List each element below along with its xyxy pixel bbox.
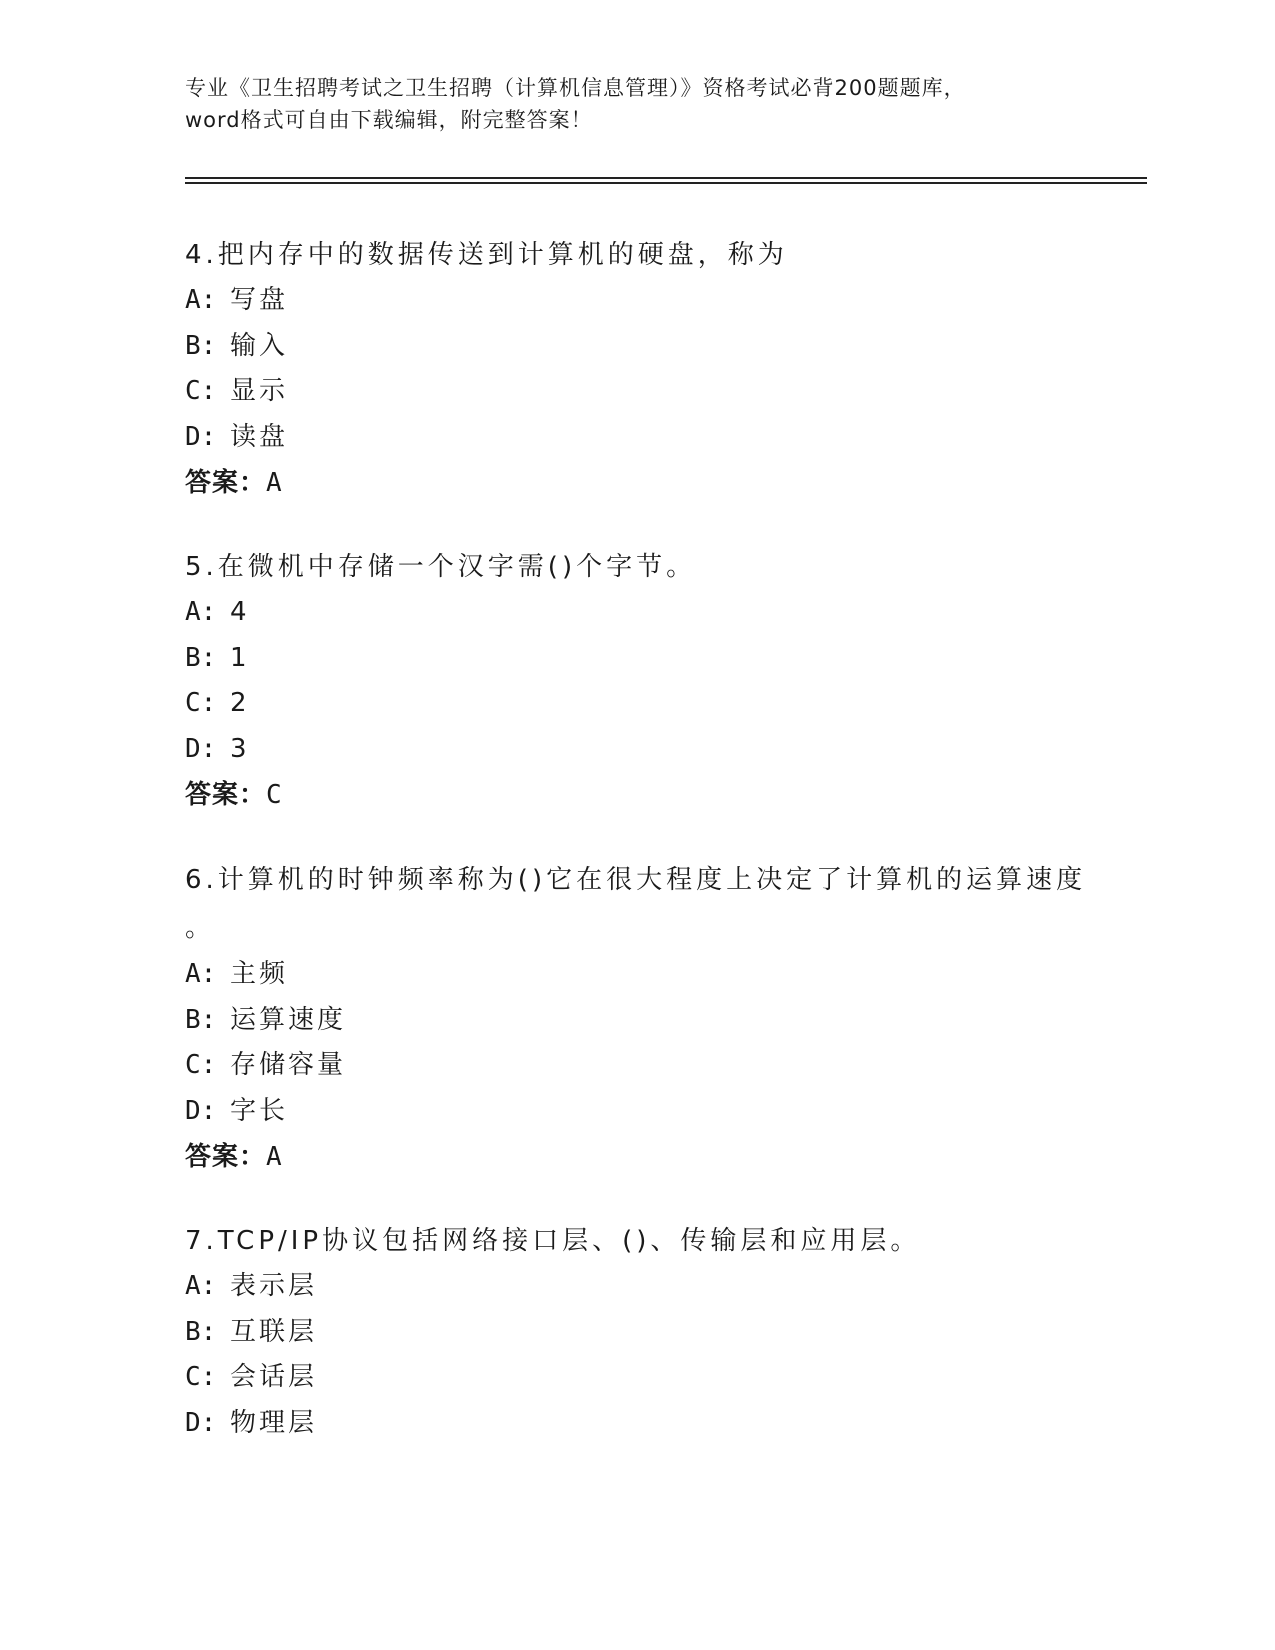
header-rule-top — [185, 177, 1147, 179]
option-text: 读盘 — [230, 421, 289, 452]
header-line-1: 专业《卫生招聘考试之卫生招聘（计算机信息管理）》资格考试必背200题题库， — [185, 76, 966, 100]
question-5 — [185, 544, 1105, 818]
option-text: 4 — [230, 597, 250, 627]
question-list — [185, 232, 1105, 1484]
option-letter: B: — [185, 642, 217, 673]
option-text: 输入 — [230, 330, 289, 361]
option-letter: A: — [185, 285, 217, 315]
option-letter: C: — [185, 1050, 217, 1080]
answer-line — [185, 1134, 1105, 1180]
option-text: 1 — [230, 642, 250, 673]
option-letter: C: — [185, 1362, 217, 1392]
answer-label: 答案： — [185, 468, 267, 498]
option-letter: D: — [185, 733, 217, 764]
option-d — [185, 1401, 1105, 1447]
answer-line — [185, 772, 1105, 818]
question-stem: 7.TCP/IP协议包括网络接口层、()、传输层和应用层。 — [185, 1226, 921, 1256]
option-letter: D: — [185, 421, 217, 452]
option-text: 2 — [230, 688, 250, 718]
option-text: 表示层 — [230, 1271, 318, 1301]
option-letter: B: — [185, 1004, 217, 1035]
option-a — [185, 590, 1105, 636]
option-c — [185, 1043, 1105, 1089]
option-text: 3 — [230, 733, 250, 764]
option-text: 会话层 — [230, 1362, 318, 1392]
option-text: 互联层 — [230, 1316, 318, 1347]
option-c — [185, 369, 1105, 415]
option-letter: B: — [185, 330, 217, 361]
option-letter: A: — [185, 1271, 217, 1301]
question-7 — [185, 1218, 1105, 1446]
question-stem: 4.把内存中的数据传送到计算机的硬盘，称为 — [185, 240, 788, 270]
option-text: 写盘 — [230, 285, 289, 315]
option-text: 存储容量 — [230, 1050, 347, 1080]
option-a — [185, 952, 1105, 998]
option-text: 主频 — [230, 959, 289, 989]
document-header — [185, 72, 1085, 136]
option-text: 运算速度 — [230, 1004, 347, 1035]
option-c — [185, 681, 1105, 727]
option-text: 物理层 — [230, 1407, 318, 1438]
option-letter: A: — [185, 597, 217, 627]
answer-value: A — [266, 468, 283, 498]
answer-label: 答案： — [185, 1142, 267, 1172]
option-a — [185, 278, 1105, 324]
answer-value: C — [266, 780, 283, 810]
option-letter: D: — [185, 1407, 217, 1438]
question-6 — [185, 856, 1105, 1180]
answer-line — [185, 460, 1105, 506]
header-rule-bottom — [185, 182, 1147, 184]
option-text: 显示 — [230, 376, 289, 406]
question-stem-continuation: 。 — [185, 913, 216, 943]
answer-value: A — [266, 1142, 283, 1172]
question-4 — [185, 232, 1105, 506]
answer-label: 答案： — [185, 780, 267, 810]
question-stem: 6.计算机的时钟频率称为()它在很大程度上决定了计算机的运算速度 — [185, 865, 1087, 895]
option-b — [185, 636, 1105, 682]
option-a — [185, 1264, 1105, 1310]
option-d — [185, 415, 1105, 461]
question-stem: 5.在微机中存储一个汉字需()个字节。 — [185, 552, 697, 582]
option-letter: C: — [185, 376, 217, 406]
option-letter: D: — [185, 1095, 217, 1126]
header-line-2: word格式可自由下载编辑，附完整答案！ — [185, 108, 593, 132]
option-letter: B: — [185, 1316, 217, 1347]
option-c — [185, 1355, 1105, 1401]
option-letter: C: — [185, 688, 217, 718]
option-letter: A: — [185, 959, 217, 989]
option-d — [185, 727, 1105, 773]
option-text: 字长 — [230, 1095, 289, 1126]
option-d — [185, 1089, 1105, 1135]
option-b — [185, 1310, 1105, 1356]
option-b — [185, 324, 1105, 370]
option-b — [185, 998, 1105, 1044]
